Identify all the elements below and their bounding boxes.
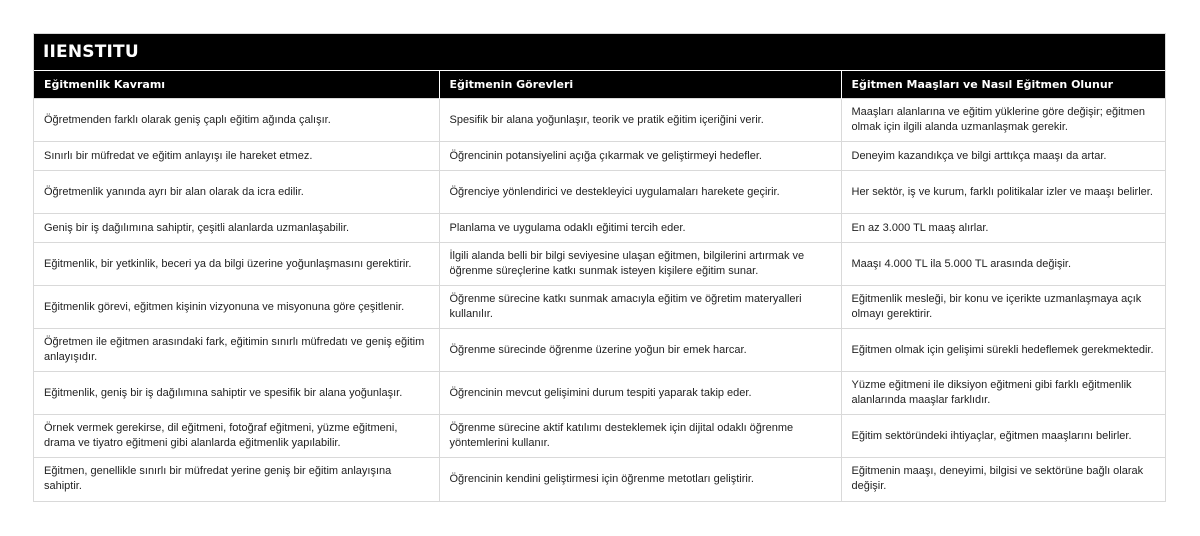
table-row <box>34 458 1165 501</box>
table-cell: Deneyim kazandıkça ve bilgi arttıkça maaşı da artar. <box>841 142 1165 171</box>
table-row <box>34 99 1165 142</box>
column-header: Eğitmen Maaşları ve Nasıl Eğitmen Olunur <box>841 71 1165 99</box>
table-cell: Spesifik bir alana yoğunlaşır, teorik ve pratik eğitim içeriğini verir. <box>439 99 841 142</box>
brand-header <box>34 34 1165 70</box>
table-cell: Öğrencinin potansiyelini açığa çıkarmak ve geliştirmeyi hedefler. <box>439 142 841 171</box>
table-cell: Yüzme eğitmeni ile diksiyon eğitmeni gibi farklı eğitmenlik alanlarında maaşlar farklıdır. <box>841 372 1165 415</box>
table-cell: Eğitmenlik mesleği, bir konu ve içerikte uzmanlaşmaya açık olmayı gerektirir. <box>841 286 1165 329</box>
table-cell: Sınırlı bir müfredat ve eğitim anlayışı ile hareket etmez. <box>34 142 439 171</box>
table-cell: İlgili alanda belli bir bilgi seviyesine ulaşan eğitmen, bilgilerini artırmak ve öğrenme süreçlerine katkı sunmak isteyen kişilere eğitim sunar. <box>439 243 841 286</box>
table-row <box>34 286 1165 329</box>
table-cell: Eğitmen olmak için gelişimi sürekli hedeflemek gerekmektedir. <box>841 329 1165 372</box>
table-row <box>34 372 1165 415</box>
table-cell: Öğrenme sürecine aktif katılımı desteklemek için dijital odaklı öğrenme yöntemlerini kullanır. <box>439 415 841 458</box>
table-cell: Geniş bir iş dağılımına sahiptir, çeşitli alanlarda uzmanlaşabilir. <box>34 214 439 243</box>
table-cell: Her sektör, iş ve kurum, farklı politikalar izler ve maaşı belirler. <box>841 171 1165 214</box>
table-cell: Öğrencinin kendini geliştirmesi için öğrenme metotları geliştirir. <box>439 458 841 501</box>
table-cell: Öğrencinin mevcut gelişimini durum tespiti yaparak takip eder. <box>439 372 841 415</box>
table-cell: Öğretmenlik yanında ayrı bir alan olarak da icra edilir. <box>34 171 439 214</box>
table-row <box>34 142 1165 171</box>
table-row <box>34 415 1165 458</box>
table-cell: Maaşı 4.000 TL ila 5.000 TL arasında değişir. <box>841 243 1165 286</box>
table-cell: Eğitmenin maaşı, deneyimi, bilgisi ve sektörüne bağlı olarak değişir. <box>841 458 1165 501</box>
table-cell: Eğitmen, genellikle sınırlı bir müfredat yerine geniş bir eğitim anlayışına sahiptir. <box>34 458 439 501</box>
table-cell: En az 3.000 TL maaş alırlar. <box>841 214 1165 243</box>
table-cell: Planlama ve uygulama odaklı eğitimi tercih eder. <box>439 214 841 243</box>
table-cell: Öğrenciye yönlendirici ve destekleyici uygulamaları harekete geçirir. <box>439 171 841 214</box>
table-cell: Eğitmenlik, bir yetkinlik, beceri ya da bilgi üzerine yoğunlaşmasını gerektirir. <box>34 243 439 286</box>
table-cell: Maaşları alanlarına ve eğitim yüklerine göre değişir; eğitmen olmak için ilgili alanda uzmanlaşmak gerekir. <box>841 99 1165 142</box>
table-row <box>34 329 1165 372</box>
column-header: Eğitmenin Görevleri <box>439 71 841 99</box>
table-cell: Eğitmenlik, geniş bir iş dağılımına sahiptir ve spesifik bir alana yoğunlaşır. <box>34 372 439 415</box>
comparison-table-container <box>33 33 1166 502</box>
brand-title: IIENSTITU <box>43 42 139 62</box>
table-cell: Öğrenme sürecine katkı sunmak amacıyla eğitim ve öğretim materyalleri kullanılır. <box>439 286 841 329</box>
table-cell: Öğrenme sürecinde öğrenme üzerine yoğun bir emek harcar. <box>439 329 841 372</box>
comparison-table <box>34 70 1165 501</box>
column-header: Eğitmenlik Kavramı <box>34 71 439 99</box>
table-cell: Öğretmenden farklı olarak geniş çaplı eğitim ağında çalışır. <box>34 99 439 142</box>
table-cell: Örnek vermek gerekirse, dil eğitmeni, fotoğraf eğitmeni, yüzme eğitmeni, drama ve tiyatro eğitmeni gibi alanlarda eğitmenlik yapılabilir. <box>34 415 439 458</box>
table-cell: Öğretmen ile eğitmen arasındaki fark, eğitimin sınırlı müfredatı ve geniş eğitim anlayışıdır. <box>34 329 439 372</box>
table-row <box>34 171 1165 214</box>
table-header-row <box>34 71 1165 99</box>
table-row <box>34 243 1165 286</box>
table-row <box>34 214 1165 243</box>
table-cell: Eğitmenlik görevi, eğitmen kişinin vizyonuna ve misyonuna göre çeşitlenir. <box>34 286 439 329</box>
table-cell: Eğitim sektöründeki ihtiyaçlar, eğitmen maaşlarını belirler. <box>841 415 1165 458</box>
